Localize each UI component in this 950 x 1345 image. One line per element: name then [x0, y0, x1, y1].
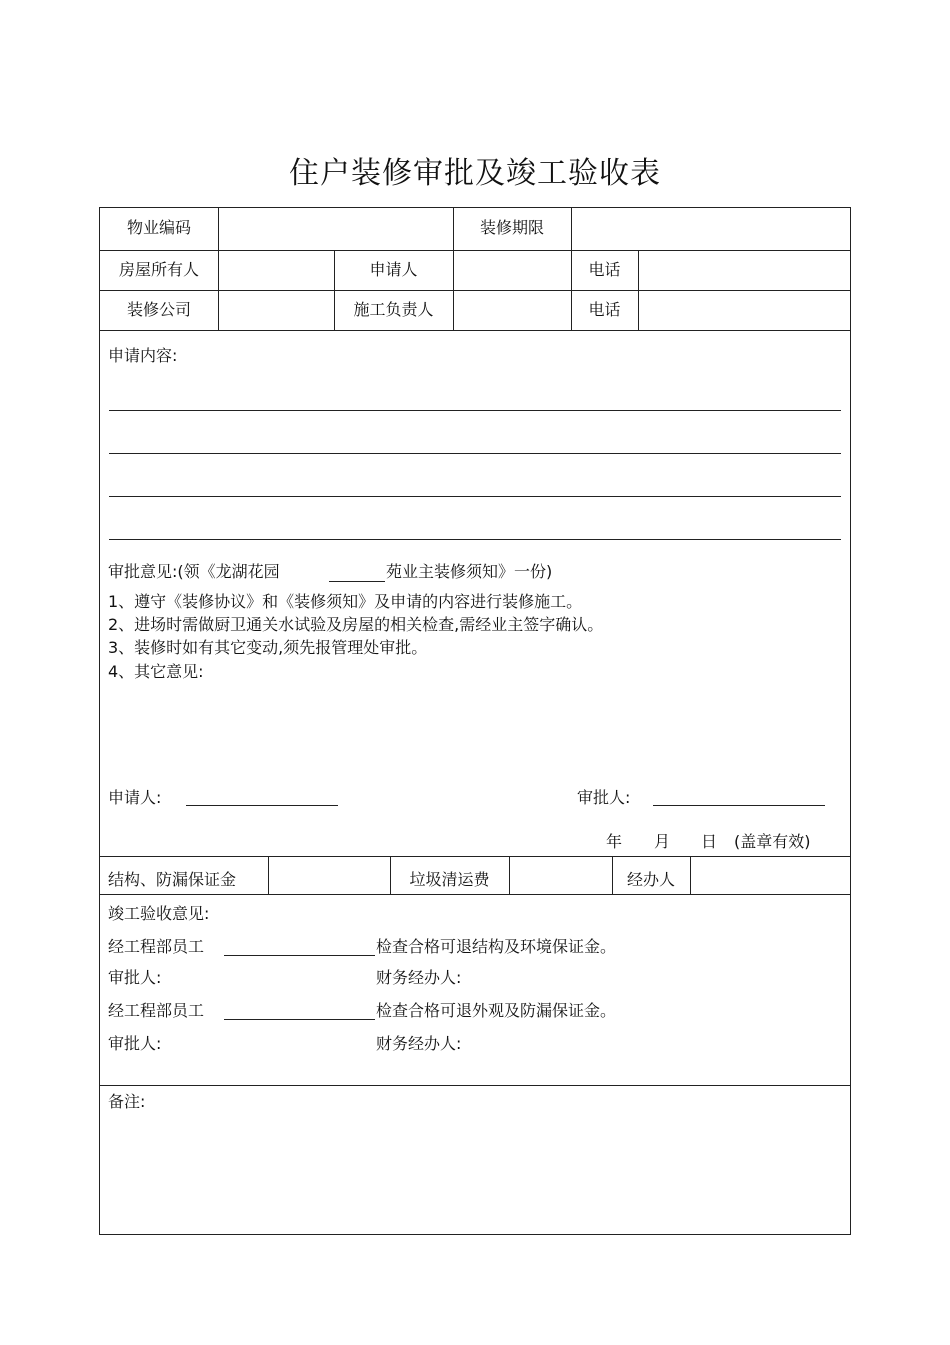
applicant-sign-label: 申请人:: [108, 788, 162, 807]
approval-item: 1、遵守《装修协议》和《装修须知》及申请的内容进行装修施工。: [108, 592, 583, 611]
inspection-result: 检查合格可退结构及环境保证金。: [376, 937, 617, 956]
approval-item: 4、其它意见:: [108, 662, 204, 681]
site-manager-field[interactable]: [454, 291, 570, 329]
garden-name-blank[interactable]: [329, 581, 385, 582]
completion-approver-label: 审批人:: [108, 1034, 162, 1053]
owner-field[interactable]: [219, 251, 333, 289]
approval-opinion-label: 审批意见:(领《龙湖花园: [108, 562, 280, 581]
finance-handler-label: 财务经办人:: [376, 968, 462, 987]
remarks-label: 备注:: [108, 1092, 146, 1111]
owner-label: 房屋所有人: [118, 260, 199, 279]
handler-field[interactable]: [691, 857, 850, 893]
completion-approver-label: 审批人:: [108, 968, 162, 987]
renovation-period-field[interactable]: [572, 209, 850, 249]
company-label: 装修公司: [126, 300, 191, 319]
approver-sign-label: 审批人:: [577, 788, 631, 807]
renovation-period-label: 装修期限: [479, 218, 544, 237]
inspection-result: 检查合格可退外观及防漏保证金。: [376, 1001, 617, 1020]
finance-handler-label: 财务经办人:: [376, 1034, 462, 1053]
writing-line[interactable]: [109, 453, 841, 454]
property-code-field[interactable]: [219, 209, 452, 249]
approval-opinion-suffix: 苑业主装修须知》一份): [386, 562, 553, 581]
owner-phone-label: 电话: [588, 260, 621, 279]
handler-label: 经办人: [626, 870, 675, 889]
staff-signature-line[interactable]: [224, 955, 375, 956]
applicant-label: 申请人: [369, 260, 418, 279]
applicant-field[interactable]: [454, 251, 570, 289]
application-content-label: 申请内容:: [108, 346, 178, 365]
company-phone-label: 电话: [588, 300, 621, 319]
remarks-field[interactable]: [101, 1086, 849, 1234]
engineering-staff-label: 经工程部员工: [108, 1001, 205, 1020]
owner-phone-field[interactable]: [639, 251, 850, 289]
seal-note: (盖章有效): [734, 832, 811, 851]
writing-line[interactable]: [109, 496, 841, 497]
garbage-fee-label: 垃圾清运费: [409, 870, 490, 889]
date-month: 月: [654, 832, 671, 851]
staff-signature-line[interactable]: [224, 1019, 375, 1020]
completion-opinion-label: 竣工验收意见:: [108, 904, 210, 923]
page-title: 住户装修审批及竣工验收表: [289, 156, 661, 191]
writing-line[interactable]: [109, 410, 841, 411]
engineering-staff-label: 经工程部员工: [108, 937, 205, 956]
deposit-label: 结构、防漏保证金: [108, 870, 237, 889]
company-field[interactable]: [219, 291, 333, 329]
deposit-field[interactable]: [269, 857, 389, 893]
writing-line[interactable]: [109, 539, 841, 540]
row-divider: [100, 894, 850, 895]
site-manager-label: 施工负责人: [353, 300, 434, 319]
applicant-signature-line[interactable]: [186, 805, 338, 806]
approval-item: 3、装修时如有其它变动,须先报管理处审批。: [108, 638, 428, 657]
approval-form: [99, 207, 851, 1235]
date-day: 日: [701, 832, 718, 851]
company-phone-field[interactable]: [639, 291, 850, 329]
property-code-label: 物业编码: [126, 218, 191, 237]
approval-item: 2、进场时需做厨卫通关水试验及房屋的相关检查,需经业主签字确认。: [108, 615, 604, 634]
row-divider: [100, 330, 850, 331]
date-year: 年: [606, 832, 623, 851]
garbage-fee-field[interactable]: [510, 857, 611, 893]
approver-signature-line[interactable]: [653, 805, 825, 806]
